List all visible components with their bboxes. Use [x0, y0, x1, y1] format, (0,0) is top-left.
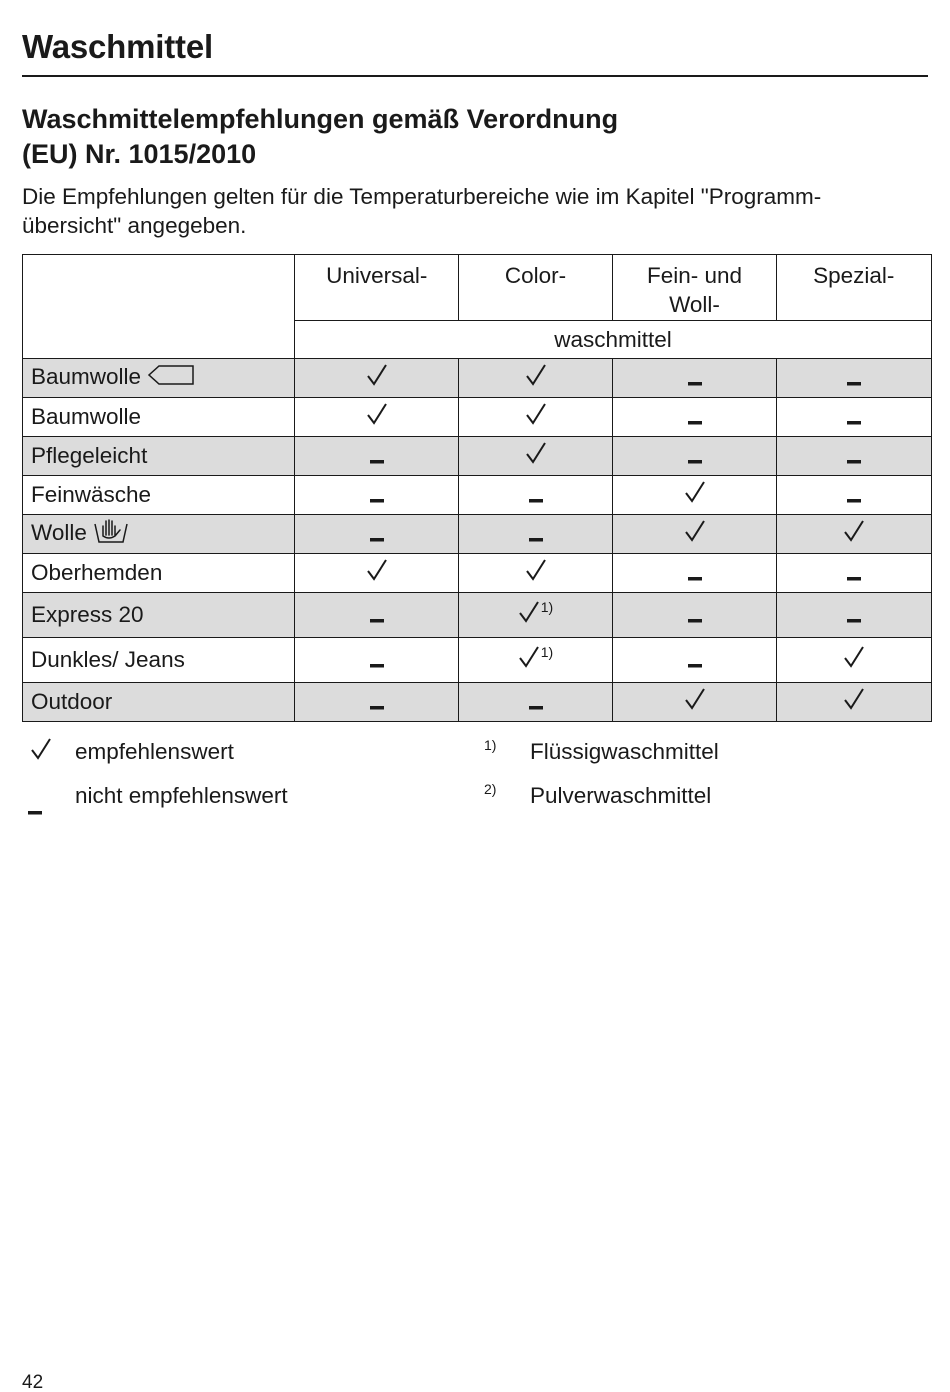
recommendation-cell	[459, 359, 613, 398]
dash-icon	[370, 444, 384, 470]
program-name: Feinwäsche	[31, 482, 152, 507]
program-name: Wolle	[31, 519, 87, 545]
checkmark-icon	[525, 402, 547, 432]
recommendation-cell	[613, 638, 777, 683]
program-cell	[23, 437, 295, 476]
dash-icon	[847, 366, 861, 392]
dash-icon	[370, 690, 384, 716]
footnote-2-text: Pulverwaschmittel	[530, 783, 712, 808]
recommendation-cell	[777, 638, 932, 683]
program-cell	[23, 554, 295, 593]
program-name: Outdoor	[31, 689, 113, 714]
program-cell	[23, 683, 295, 722]
recommendation-cell	[459, 437, 613, 476]
recommendation-cell	[459, 638, 613, 683]
column-header-universal	[295, 255, 459, 321]
detergent-recommendation-table	[22, 254, 932, 722]
table-body	[23, 359, 932, 722]
dash-icon	[688, 603, 702, 629]
program-name: Oberhemden	[31, 560, 163, 585]
footnote-reference: 1)	[540, 643, 554, 660]
recommendation-cell	[295, 476, 459, 515]
table-row	[23, 593, 932, 638]
recommendation-cell	[777, 593, 932, 638]
dash-icon	[688, 444, 702, 470]
checkmark-icon	[843, 645, 865, 675]
table-row	[23, 638, 932, 683]
column-header-label: Spezial-	[813, 263, 895, 288]
checkmark-icon	[366, 363, 388, 393]
column-header-spezial	[777, 255, 932, 321]
dash-icon	[28, 795, 42, 821]
program-name: Baumwolle	[31, 363, 142, 389]
recommendation-cell	[777, 683, 932, 722]
recommendation-cell	[459, 398, 613, 437]
program-cell	[23, 515, 295, 554]
recommendation-cell	[613, 554, 777, 593]
checkmark-icon	[366, 558, 388, 588]
program-name: Dunkles/ Jeans	[31, 647, 185, 672]
recommendation-cell	[295, 359, 459, 398]
column-header-label: Color-	[504, 263, 567, 288]
dash-icon	[370, 648, 384, 674]
program-cell	[23, 398, 295, 437]
column-header-label-line2: Woll-	[669, 292, 720, 317]
dash-icon	[688, 561, 702, 587]
recommendation-cell	[613, 437, 777, 476]
subheading	[22, 102, 922, 172]
footnote-2-mark: 2)	[484, 781, 497, 797]
table-row	[23, 683, 932, 722]
dash-icon	[370, 603, 384, 629]
program-cell	[23, 359, 295, 398]
checkmark-icon	[366, 402, 388, 432]
handwash-icon	[93, 518, 129, 550]
table-row	[23, 359, 932, 398]
recommendation-cell	[295, 515, 459, 554]
recommendation-cell	[613, 683, 777, 722]
recommendation-cell	[295, 593, 459, 638]
checkmark-icon	[525, 363, 547, 393]
recommendation-cell	[459, 593, 613, 638]
legend-check-label: empfehlenswert	[75, 739, 234, 764]
dash-icon	[847, 561, 861, 587]
recommendation-cell	[295, 683, 459, 722]
table-row	[23, 515, 932, 554]
dash-icon	[529, 690, 543, 716]
recommendation-cell	[613, 398, 777, 437]
recommendation-cell	[777, 437, 932, 476]
dash-icon	[688, 648, 702, 674]
program-name: Pflegeleicht	[31, 443, 148, 468]
column-suffix-label: waschmittel	[295, 321, 932, 359]
table-header-row	[23, 255, 932, 321]
recommendation-cell	[295, 398, 459, 437]
intro-line-1: Die Empfehlungen gelten für die Temperaturbereiche wie im Kapitel "Programm-	[22, 184, 822, 209]
recommendation-cell	[613, 515, 777, 554]
page-number: 42	[22, 1372, 44, 1392]
program-cell	[23, 476, 295, 515]
recommendation-cell	[295, 554, 459, 593]
recommendation-cell	[777, 476, 932, 515]
recommendation-cell	[777, 554, 932, 593]
dash-icon	[370, 483, 384, 509]
dash-icon	[529, 522, 543, 548]
recommendation-cell	[295, 437, 459, 476]
recommendation-cell	[777, 359, 932, 398]
program-name: Express 20	[31, 602, 144, 627]
dash-icon	[688, 405, 702, 431]
subheading-line-2: (EU) Nr. 1015/2010	[22, 139, 257, 169]
dash-icon	[847, 483, 861, 509]
recommendation-cell	[459, 683, 613, 722]
intro-line-2: übersicht" angegeben.	[22, 213, 247, 238]
eco-tag-icon	[147, 364, 195, 392]
table-row	[23, 554, 932, 593]
checkmark-icon	[843, 687, 865, 717]
footnote-1-text: Flüssigwaschmittel	[530, 739, 719, 764]
recommendation-cell	[613, 476, 777, 515]
footnote-1-mark: 1)	[484, 737, 497, 753]
dash-icon	[688, 366, 702, 392]
legend-dash-label: nicht empfehlenswert	[75, 783, 288, 808]
footnote-reference: 1)	[540, 598, 554, 615]
title-divider	[22, 75, 928, 77]
intro-paragraph	[22, 182, 922, 240]
column-header-fein-woll	[613, 255, 777, 321]
column-header-color	[459, 255, 613, 321]
checkmark-icon	[525, 441, 547, 471]
subheading-line-1: Waschmittelempfehlungen gemäß Verordnung	[22, 104, 619, 134]
checkmark-icon	[518, 645, 540, 675]
recommendation-cell	[295, 638, 459, 683]
table-row	[23, 476, 932, 515]
checkmark-icon	[30, 737, 52, 767]
dash-icon	[847, 405, 861, 431]
program-cell	[23, 638, 295, 683]
program-name: Baumwolle	[31, 404, 142, 429]
dash-icon	[847, 603, 861, 629]
dash-icon	[529, 483, 543, 509]
table-corner-cell	[23, 255, 295, 359]
table-row	[23, 437, 932, 476]
checkmark-icon	[525, 558, 547, 588]
recommendation-cell	[613, 359, 777, 398]
column-header-label: Universal-	[326, 263, 428, 288]
recommendation-cell	[613, 593, 777, 638]
program-cell	[23, 593, 295, 638]
recommendation-cell	[459, 515, 613, 554]
recommendation-cell	[777, 398, 932, 437]
column-header-label: Fein- und	[646, 263, 743, 288]
checkmark-icon	[684, 519, 706, 549]
dash-icon	[370, 522, 384, 548]
checkmark-icon	[843, 519, 865, 549]
recommendation-cell	[777, 515, 932, 554]
checkmark-icon	[684, 687, 706, 717]
recommendation-cell	[459, 476, 613, 515]
checkmark-icon	[684, 480, 706, 510]
table-row	[23, 398, 932, 437]
checkmark-icon	[518, 600, 540, 630]
section-title: Waschmittel	[22, 28, 213, 65]
recommendation-cell	[459, 554, 613, 593]
dash-icon	[847, 444, 861, 470]
